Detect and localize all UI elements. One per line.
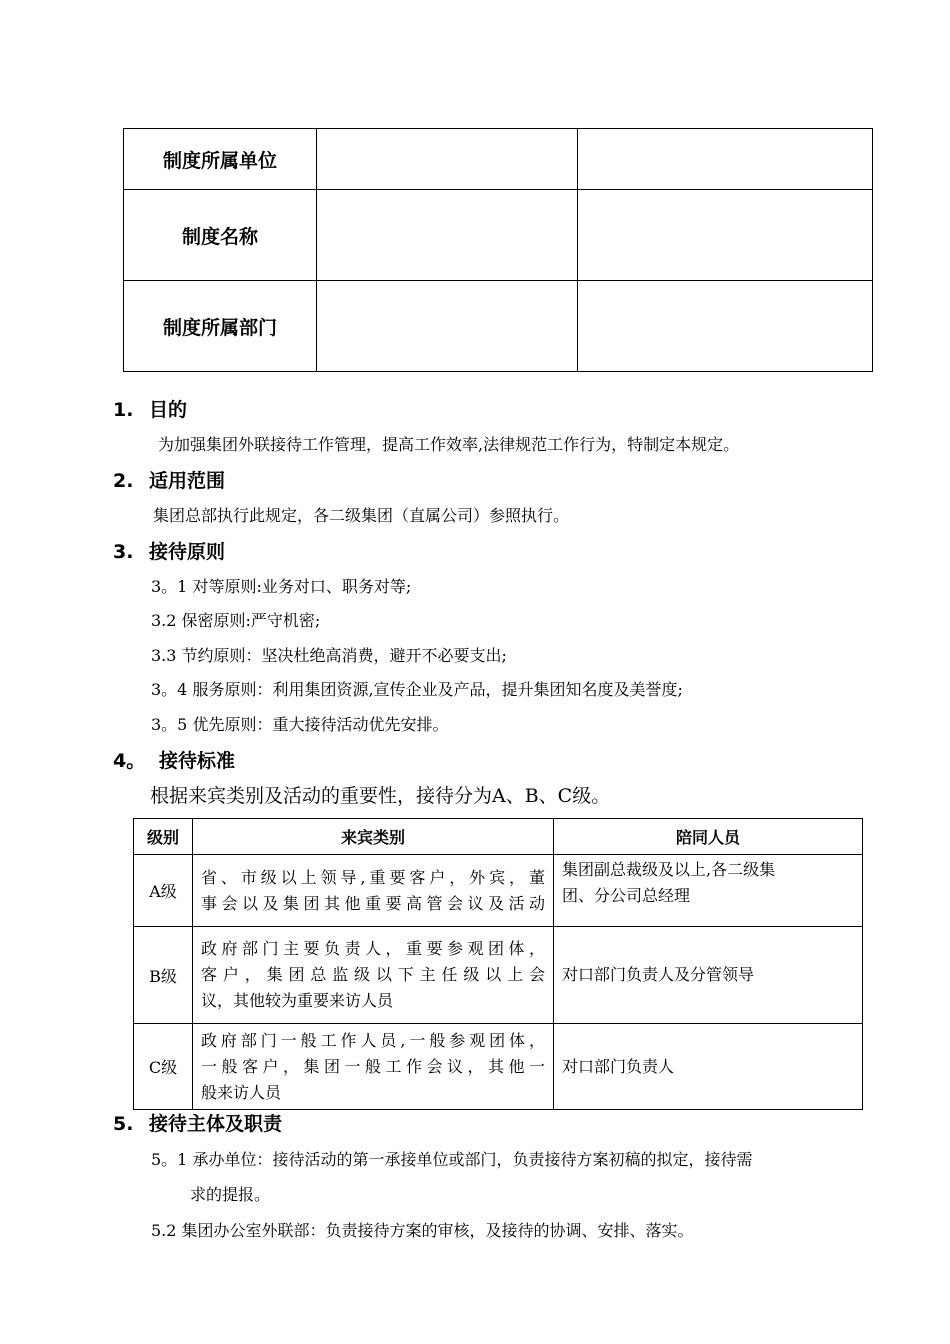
section-title: 目的: [149, 399, 188, 421]
escort-cell: [554, 1024, 863, 1110]
table-header-row: [134, 819, 863, 855]
escort-cell: [554, 927, 863, 1024]
section-title: 适用范围: [149, 470, 226, 492]
guest-type-line: 事会以及集团其他重要高管会议及活动: [201, 893, 545, 913]
section-heading-duties: [113, 1112, 282, 1136]
principle-item: 3。1 对等原则:业务对口、职务对等;: [151, 577, 412, 596]
standards-intro: 根据来宾类别及活动的重要性，接待分为A、B、C级。: [150, 785, 611, 807]
guest-type-line: 政府部门一般工作人员,一般参观团体，: [201, 1030, 545, 1050]
section-heading-purpose: [113, 398, 187, 422]
level-cell: B级: [134, 927, 193, 1024]
guest-type-cell: [193, 1024, 554, 1110]
section-heading-scope: [113, 469, 225, 493]
column-header-level: 级别: [134, 819, 193, 855]
info-extra-unit: [578, 129, 873, 190]
section-number: 2.: [113, 470, 134, 492]
guest-type-line: 省、市级以上领导,重要客户，外宾，董: [201, 867, 545, 887]
info-value-dept: [317, 281, 578, 372]
info-value-name: [317, 190, 578, 281]
column-header-guest-type: 来宾类别: [193, 819, 554, 855]
section-number: 1.: [113, 399, 134, 421]
duty-item-line: 5。1 承办单位：接待活动的第一承接单位或部门，负责接待方案初稿的拟定，接待需: [151, 1150, 753, 1169]
info-extra-dept: [578, 281, 873, 372]
guest-type-line: 政府部门主要负责人，重要参观团体，: [201, 939, 545, 958]
header-info-table: [123, 128, 873, 372]
section-title: 接待主体及职责: [149, 1113, 283, 1135]
guest-type-cell: [193, 855, 554, 927]
section-number: 3.: [113, 541, 134, 563]
escort-line: 集团副总裁级及以上,各二级集: [562, 860, 776, 879]
section-title: 接待标准: [159, 750, 236, 772]
duty-item-line: 5.2 集团办公室外联部：负责接待方案的审核，及接待的协调、安排、落实。: [151, 1221, 694, 1240]
escort-line: 对口部门负责人及分管领导: [562, 965, 755, 984]
guest-type-line: 般来访人员: [201, 1082, 282, 1102]
info-row-dept: [124, 281, 873, 372]
reception-standards-table: [133, 818, 863, 1110]
guest-type-line: 一般客户，集团一般工作会议，其他一: [201, 1056, 545, 1076]
guest-type-line: 议，其他较为重要来访人员: [201, 991, 394, 1010]
table-row: [134, 855, 863, 927]
escort-line: 对口部门负责人: [562, 1056, 675, 1076]
info-extra-name: [578, 190, 873, 281]
column-header-escort: 陪同人员: [554, 819, 863, 855]
principle-item: 3。4 服务原则：利用集团资源,宣传企业及产品，提升集团知名度及美誉度;: [151, 680, 683, 699]
info-row-unit: [124, 129, 873, 190]
section-number: 4。: [113, 750, 146, 772]
info-value-unit: [317, 129, 578, 190]
info-label-dept: 制度所属部门: [124, 281, 317, 372]
guest-type-line: 客户，集团总监级以下主任级以上会: [201, 965, 545, 984]
guest-type-cell: [193, 927, 554, 1024]
section-heading-principles: [113, 540, 225, 564]
purpose-text: 为加强集团外联接待工作管理，提高工作效率,法律规范工作行为，特制定本规定。: [158, 435, 740, 454]
principle-item: 3.2 保密原则:严守机密;: [151, 611, 321, 630]
escort-line: 团、分公司总经理: [562, 886, 691, 905]
info-label-name: 制度名称: [124, 190, 317, 281]
table-row: [134, 1024, 863, 1110]
principle-item: 3。5 优先原则：重大接待活动优先安排。: [151, 715, 449, 734]
principle-item: 3.3 节约原则：坚决杜绝高消费，避开不必要支出;: [151, 646, 507, 665]
section-number: 5.: [113, 1113, 134, 1135]
table-row: [134, 927, 863, 1024]
level-cell: A级: [134, 855, 193, 927]
info-label-unit: 制度所属单位: [124, 129, 317, 190]
escort-cell: [554, 855, 863, 927]
duty-item-continuation: 求的提报。: [190, 1185, 271, 1204]
section-title: 接待原则: [149, 541, 226, 563]
scope-text: 集团总部执行此规定，各二级集团（直属公司）参照执行。: [153, 506, 570, 525]
level-cell: C级: [134, 1024, 193, 1110]
info-row-name: [124, 190, 873, 281]
section-heading-standards: [113, 749, 235, 773]
